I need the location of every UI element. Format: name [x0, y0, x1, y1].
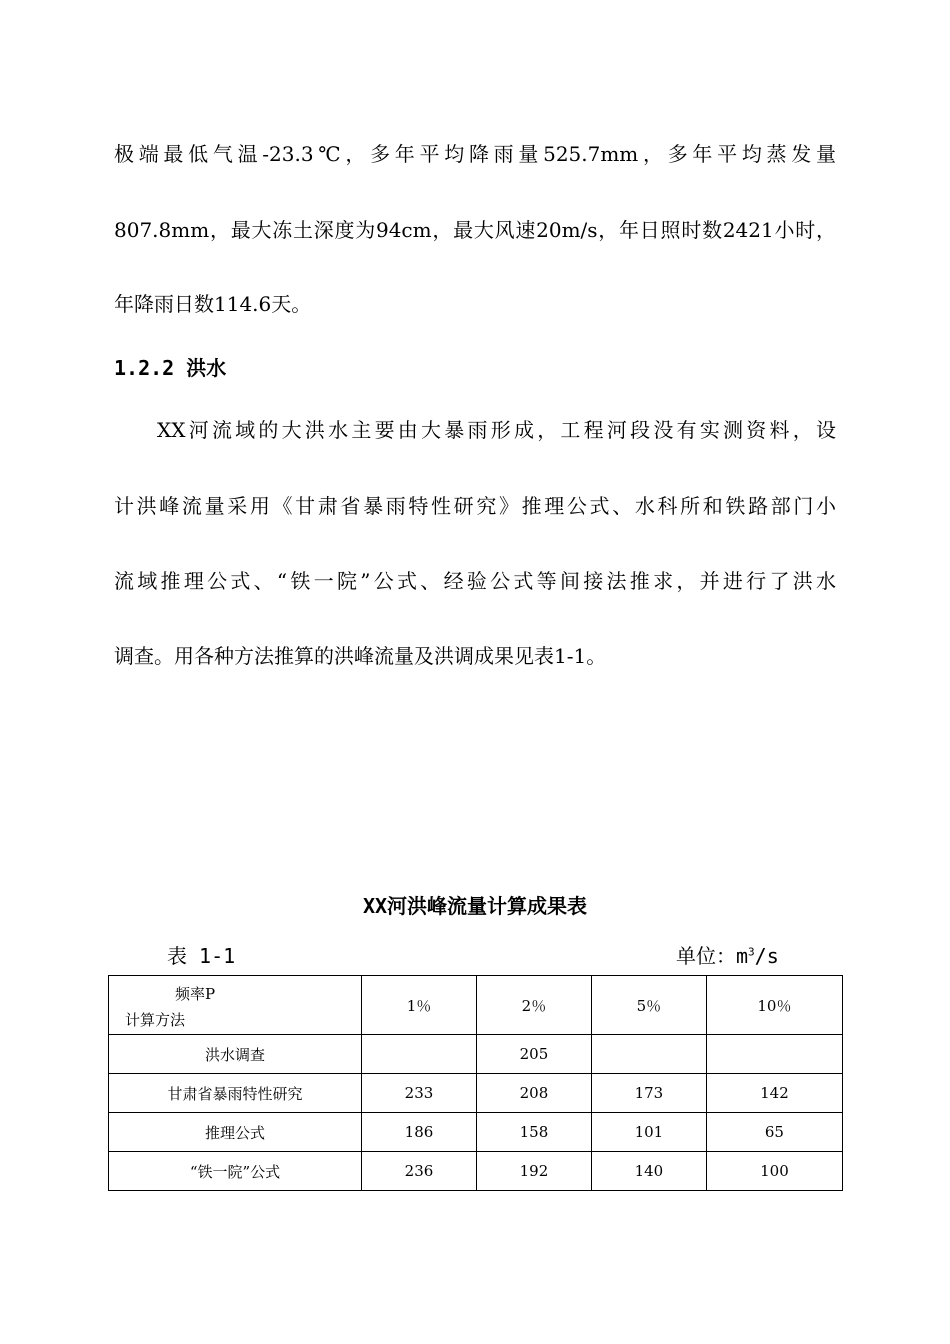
method-cell: 推理公式: [109, 1113, 362, 1152]
paragraph-line: 调查。用各种方法推算的洪峰流量及洪调成果见表1-1。: [114, 644, 607, 668]
value-cell: 158: [476, 1113, 591, 1152]
method-cell: “铁一院”公式: [109, 1152, 362, 1191]
flood-peak-table: [108, 975, 843, 1191]
value-cell: 208: [476, 1074, 591, 1113]
section-heading: 1.2.2 洪水: [114, 356, 227, 380]
table-header-row: [109, 976, 843, 1035]
value-cell: 173: [591, 1074, 706, 1113]
value-cell: 101: [591, 1113, 706, 1152]
corner-cell: [109, 976, 362, 1035]
value-cell: 233: [362, 1074, 477, 1113]
value-cell: [706, 1035, 842, 1074]
value-cell: 236: [362, 1152, 477, 1191]
table-row: [109, 1152, 843, 1191]
column-header: 10％: [706, 976, 842, 1035]
value-cell: 142: [706, 1074, 842, 1113]
value-cell: 186: [362, 1113, 477, 1152]
table-row: [109, 1113, 843, 1152]
value-cell: 65: [706, 1113, 842, 1152]
paragraph-line: 流域推理公式、“铁一院”公式、经验公式等间接法推求，并进行了洪水: [114, 569, 836, 593]
unit-prefix: 单位：m: [676, 944, 749, 968]
paragraph-line: 计洪峰流量采用《甘肃省暴雨特性研究》推理公式、水科所和铁路部门小: [114, 494, 836, 518]
unit-suffix: /s: [754, 944, 779, 968]
paragraph-line: 极端最低气温-23.3℃，多年平均降雨量525.7mm，多年平均蒸发量: [114, 142, 836, 166]
value-cell: 192: [476, 1152, 591, 1191]
corner-frequency-label: 频率P: [175, 985, 216, 1003]
table-label: 表 1-1: [167, 944, 236, 968]
value-cell: [591, 1035, 706, 1074]
value-cell: 140: [591, 1152, 706, 1191]
table-row: [109, 1035, 843, 1074]
method-cell: 甘肃省暴雨特性研究: [109, 1074, 362, 1113]
value-cell: [362, 1035, 477, 1074]
value-cell: 205: [476, 1035, 591, 1074]
column-header: 5％: [591, 976, 706, 1035]
table-row: [109, 1074, 843, 1113]
column-header: 1％: [362, 976, 477, 1035]
column-header: 2％: [476, 976, 591, 1035]
paragraph-line: 年降雨日数114.6天。: [114, 292, 312, 316]
value-cell: 100: [706, 1152, 842, 1191]
paragraph-line: 807.8mm，最大冻土深度为94cm，最大风速20m/s，年日照时数2421小时，: [114, 218, 836, 242]
unit-superscript: 3: [748, 945, 755, 959]
method-cell: 洪水调查: [109, 1035, 362, 1074]
table-unit: [676, 940, 779, 969]
paragraph-line: XX河流域的大洪水主要由大暴雨形成，工程河段没有实测资料，设: [157, 418, 836, 442]
table-title: XX河洪峰流量计算成果表: [362, 894, 588, 918]
corner-method-label: 计算方法: [125, 1011, 186, 1029]
